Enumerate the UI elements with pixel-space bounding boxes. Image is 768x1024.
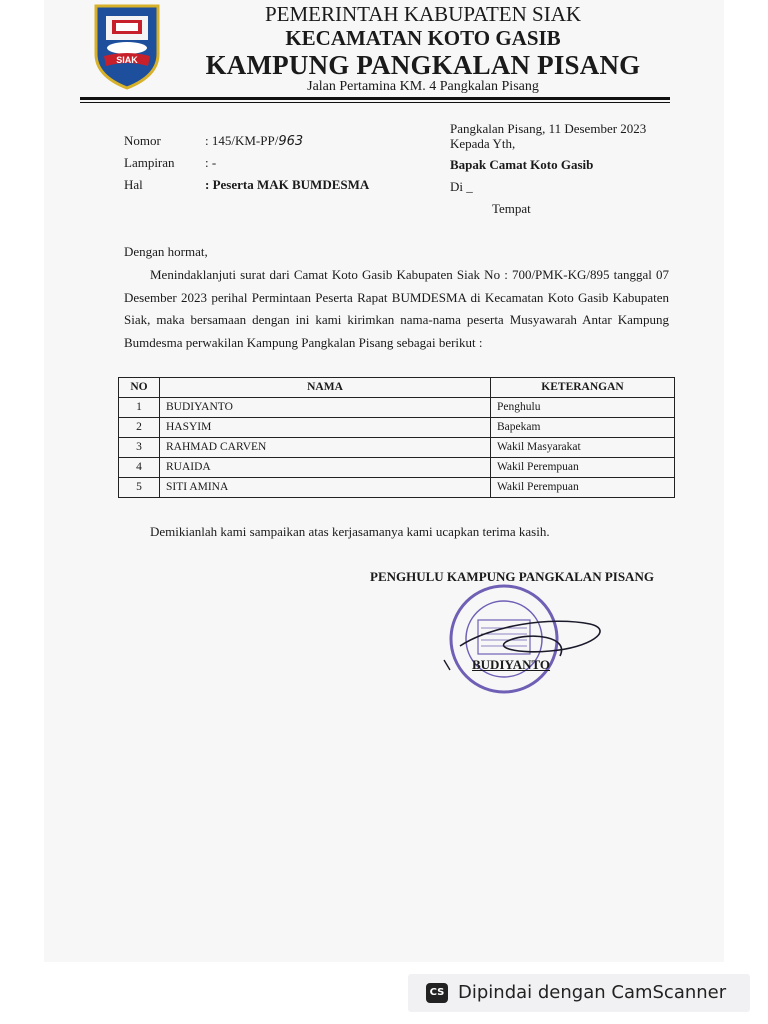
nomor-handwritten: 963 [278, 134, 304, 149]
camscanner-logo-icon: CS [426, 983, 448, 1003]
row-no: 4 [119, 458, 160, 478]
salutation: Dengan hormat, [124, 244, 208, 259]
closing-sentence: Demikianlah kami sampaikan atas kerjasamanya kami ucapkan terima kasih. [150, 524, 550, 539]
letterhead-government: PEMERINTAH KABUPATEN SIAK [264, 2, 582, 26]
lampiran-label: Lampiran [124, 155, 175, 170]
body-paragraph: Menindaklanjuti surat dari Camat Koto Gasib Kabupaten Siak No : 700/PMK-KG/895 tanggal 07 Desember 2023 perihal Permintaan Peserta Rapat BUMDESMA di Kecamatan Koto Gasib Kabupaten Siak, maka bersamaan dengan ini kami kirimkan nama-nama peserta Musyawarah Antar Kampung Bumdesma perwakilan Kampung Pangkalan Pisang sebagai berikut : [124, 267, 669, 350]
recipient-name: Bapak Camat Koto Gasib [450, 157, 594, 172]
nomor-prefix: : 145/KM-PP/ [205, 133, 279, 148]
table-row [119, 438, 675, 458]
table-row [119, 458, 675, 478]
row-no: 2 [119, 418, 160, 438]
place-date: Pangkalan Pisang, 11 Desember 2023 [450, 121, 647, 136]
nomor-label: Nomor [124, 133, 161, 148]
camscanner-label: Dipindai dengan CamScanner [458, 982, 727, 1003]
siak-regency-logo [90, 2, 164, 90]
signature-name: BUDIYANTO [472, 657, 551, 672]
row-no: 3 [119, 438, 160, 458]
recipient-tempat: Tempat [492, 201, 531, 216]
lampiran-value: : - [205, 155, 217, 170]
header-no: NO [119, 378, 160, 398]
header-keterangan: KETERANGAN [491, 378, 675, 398]
participants-table [118, 377, 675, 498]
row-keterangan: Wakil Masyarakat [491, 438, 675, 458]
nomor-value [205, 133, 303, 149]
recipient-di: Di _ [450, 179, 473, 194]
row-keterangan: Bapekam [491, 418, 675, 438]
row-no: 1 [119, 398, 160, 418]
hal-label: Hal [124, 177, 143, 192]
recipient-to: Kepada Yth, [450, 136, 516, 151]
row-keterangan: Wakil Perempuan [491, 478, 675, 498]
row-nama: SITI AMINA [160, 478, 491, 498]
letterhead-rule-thin [80, 102, 670, 103]
table-header-row [119, 378, 675, 398]
letterhead-address: Jalan Pertamina KM. 4 Pangkalan Pisang [307, 79, 539, 94]
row-nama: RUAIDA [160, 458, 491, 478]
table-row [119, 478, 675, 498]
table-row [119, 418, 675, 438]
row-nama: BUDIYANTO [160, 398, 491, 418]
letterhead-district: KECAMATAN KOTO GASIB [285, 26, 561, 50]
row-keterangan: Wakil Perempuan [491, 458, 675, 478]
row-nama: RAHMAD CARVEN [160, 438, 491, 458]
row-nama: HASYIM [160, 418, 491, 438]
svg-text:SIAK: SIAK [116, 55, 138, 65]
letterhead-village: KAMPUNG PANGKALAN PISANG [205, 50, 641, 80]
row-keterangan: Penghulu [491, 398, 675, 418]
row-no: 5 [119, 478, 160, 498]
table-row [119, 398, 675, 418]
hal-value: : Peserta MAK BUMDESMA [205, 177, 370, 192]
letterhead-rule-thick [80, 97, 670, 100]
signature-title: PENGHULU KAMPUNG PANGKALAN PISANG [370, 569, 654, 584]
header-nama: NAMA [160, 378, 491, 398]
